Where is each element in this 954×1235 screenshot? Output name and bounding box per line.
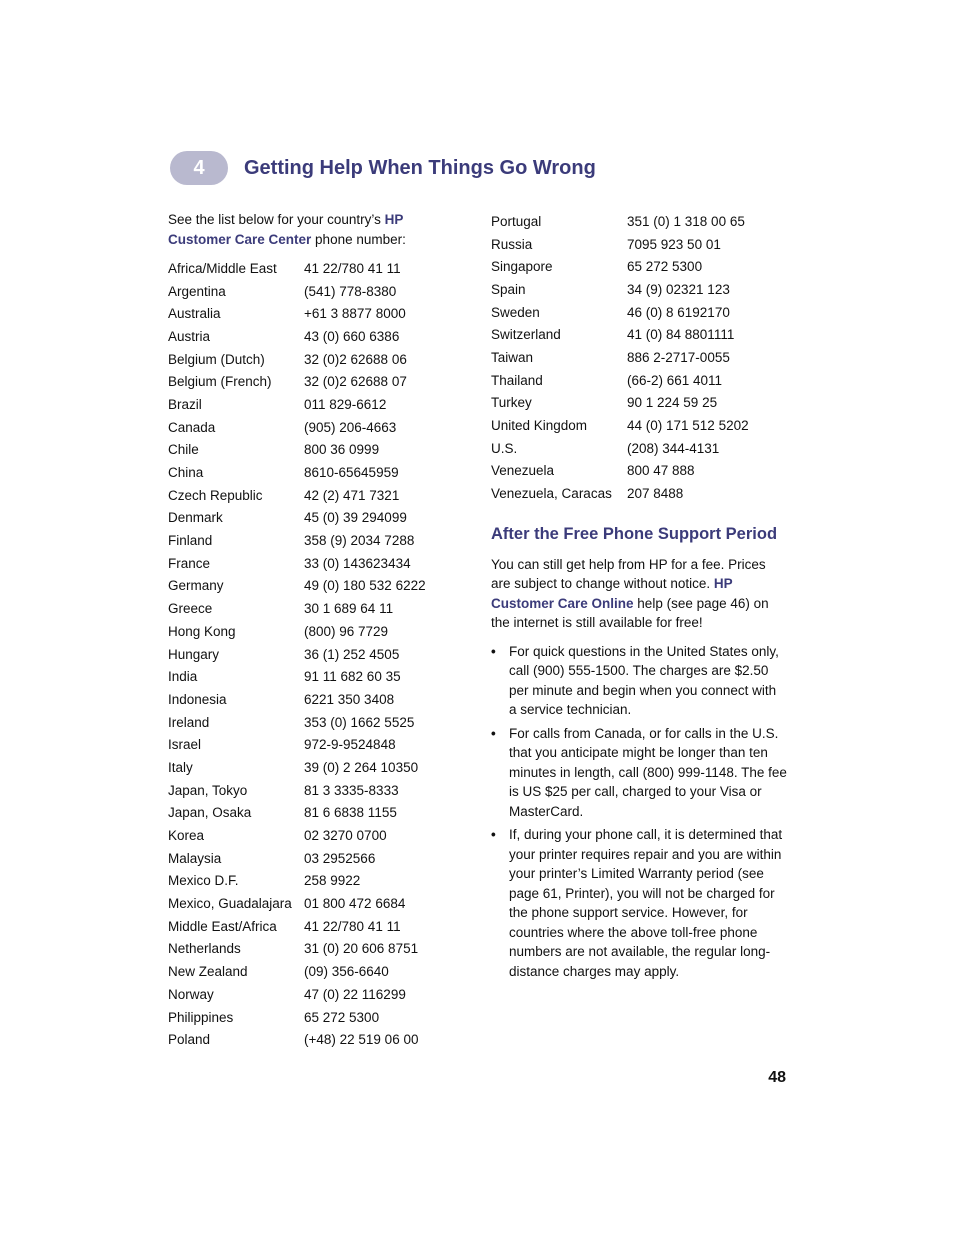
country-name: Switzerland: [491, 327, 561, 343]
phone-number: 91 11 682 60 35: [304, 669, 401, 685]
phone-number: 02 3270 0700: [304, 828, 387, 844]
country-name: India: [168, 669, 198, 685]
phone-row: [168, 1028, 468, 1051]
section-heading: After the Free Phone Support Period: [491, 524, 778, 543]
phone-number: 207 8488: [627, 486, 684, 502]
phone-number: 33 (0) 143623434: [304, 555, 411, 571]
phone-row: [168, 302, 468, 325]
phone-row: [168, 529, 468, 552]
customer-care-online-link[interactable]: HP Customer Care Online: [491, 576, 733, 611]
phone-number: 44 (0) 171 512 5202: [627, 418, 749, 434]
phone-row: [168, 802, 468, 825]
country-name: Argentina: [168, 283, 226, 299]
phone-number: (66-2) 661 4011: [627, 372, 723, 388]
phone-row: [491, 369, 787, 392]
country-name: Mexico D.F.: [168, 873, 239, 889]
phone-row: [168, 938, 468, 961]
phone-row: [491, 210, 787, 233]
country-name: Denmark: [168, 510, 223, 526]
phone-row: [491, 255, 787, 278]
country-name: Australia: [168, 306, 221, 322]
country-name: United Kingdom: [491, 418, 588, 434]
phone-row: [168, 733, 468, 756]
paragraph-text-after: help (see page 46) on the internet is still available for free!: [491, 595, 769, 631]
phone-row: [168, 870, 468, 893]
phone-row: [491, 414, 787, 437]
phone-row: [168, 960, 468, 983]
country-name: Portugal: [491, 213, 542, 229]
phone-row: [168, 348, 468, 371]
phone-number: 351 (0) 1 318 00 65: [627, 213, 745, 229]
country-name: Finland: [168, 533, 213, 549]
phone-row: [168, 665, 468, 688]
phone-number: 65 272 5300: [627, 259, 703, 275]
phone-row: [168, 688, 468, 711]
phone-number: 41 22/780 41 11: [304, 918, 401, 934]
country-name: Africa/Middle East: [168, 260, 277, 276]
phone-number: 31 (0) 20 606 8751: [304, 941, 419, 957]
phone-number: 800 47 888: [627, 463, 695, 479]
country-name: Spain: [491, 281, 526, 297]
phone-number: 39 (0) 2 264 10350: [304, 759, 419, 775]
phone-number: (208) 344-4131: [627, 440, 720, 456]
phone-number: 32 (0)2 62688 07: [304, 374, 407, 390]
phone-number: +61 3 8877 8000: [304, 306, 406, 322]
country-name: Hungary: [168, 646, 220, 662]
phone-number: 46 (0) 8 6192170: [627, 304, 730, 320]
bullet-text: If, during your phone call, it is determined that your printer requires repair and you are within your printer’s Limited Warranty period (see page 61, Printer), you will not be charged for the phone support service. However, for countries where the above toll-free phone numbers are not available, the regular long-distance charges may apply.: [509, 827, 783, 979]
phone-row: [168, 915, 468, 938]
bullet-text: For quick questions in the United States only, call (900) 555-1500. The charges are $2.50 per minute and begin when you connect with a service technician.: [509, 643, 779, 718]
phone-number: 41 22/780 41 11: [304, 260, 401, 276]
country-name: Hong Kong: [168, 623, 236, 639]
intro-paragraph: [168, 210, 468, 249]
bullet-icon: •: [491, 827, 496, 843]
phone-number: 32 (0)2 62688 06: [304, 351, 407, 367]
phone-number: (800) 96 7729: [304, 623, 389, 639]
phone-row: [168, 756, 468, 779]
phone-number: 47 (0) 22 116299: [304, 986, 406, 1002]
phone-row: [168, 779, 468, 802]
country-name: Venezuela: [491, 463, 555, 479]
phone-number: 43 (0) 660 6386: [304, 328, 400, 344]
country-name: Netherlands: [168, 941, 241, 957]
bullet-item: [491, 642, 787, 720]
country-name: Brazil: [168, 396, 202, 412]
country-name: Venezuela, Caracas: [491, 486, 612, 502]
country-name: Philippines: [168, 1009, 234, 1025]
phone-row: [168, 575, 468, 598]
country-name: Israel: [168, 737, 202, 753]
phone-number: 30 1 689 64 11: [304, 601, 394, 617]
phone-row: [491, 346, 787, 369]
phone-number: 42 (2) 471 7321: [304, 487, 400, 503]
phone-row: [168, 439, 468, 462]
phone-row: [168, 597, 468, 620]
country-name: Taiwan: [491, 349, 534, 365]
phone-number: 258 9922: [304, 873, 361, 889]
phone-number: 972-9-9524848: [304, 737, 396, 753]
country-name: Thailand: [491, 372, 543, 388]
country-name: Chile: [168, 442, 199, 458]
country-name: Japan, Osaka: [168, 805, 252, 821]
phone-row: [168, 507, 468, 530]
paragraph-text-before: You can still get help from HP for a fee. Prices are subject to change without notice.: [491, 556, 766, 592]
intro-text-before: See the list below for your country’s: [168, 212, 385, 227]
phone-number: 011 829-6612: [304, 396, 387, 412]
left-column: [168, 210, 468, 1051]
country-name: Middle East/Africa: [168, 918, 277, 934]
customer-care-center-link[interactable]: HP Customer Care Center: [168, 212, 404, 247]
chapter-number-badge: 4: [170, 151, 228, 185]
phone-row: [168, 847, 468, 870]
country-name: Czech Republic: [168, 487, 263, 503]
country-name: Russia: [491, 236, 533, 252]
phone-number: 358 (9) 2034 7288: [304, 533, 415, 549]
phone-row: [168, 983, 468, 1006]
phone-row: [168, 643, 468, 666]
country-name: Greece: [168, 601, 213, 617]
intro-text-after: phone number:: [311, 231, 406, 247]
phone-row: [491, 301, 787, 324]
phone-number: (+48) 22 519 06 00: [304, 1032, 419, 1048]
country-name: Mexico, Guadalajara: [168, 896, 292, 912]
country-name: Belgium (Dutch): [168, 351, 265, 367]
phone-list-left: [168, 257, 468, 1051]
phone-row: [168, 484, 468, 507]
country-name: Norway: [168, 986, 214, 1002]
phone-number: 353 (0) 1662 5525: [304, 714, 415, 730]
country-name: Malaysia: [168, 850, 222, 866]
country-name: Indonesia: [168, 691, 227, 707]
country-name: Sweden: [491, 304, 540, 320]
phone-number: 01 800 472 6684: [304, 896, 406, 912]
section-paragraph: [491, 555, 787, 633]
country-name: Turkey: [491, 395, 532, 411]
phone-list-right: [491, 210, 787, 505]
phone-row: [491, 323, 787, 346]
phone-number: 6221 350 3408: [304, 691, 395, 707]
phone-number: 90 1 224 59 25: [627, 395, 718, 411]
country-name: Japan, Tokyo: [168, 782, 248, 798]
country-name: U.S.: [491, 440, 518, 456]
phone-row: [491, 233, 787, 256]
country-name: Austria: [168, 328, 211, 344]
bullet-item: [491, 825, 787, 981]
bullet-item: [491, 724, 787, 822]
country-name: Germany: [168, 578, 224, 594]
phone-number: (905) 206-4663: [304, 419, 397, 435]
phone-number: 34 (9) 02321 123: [627, 281, 730, 297]
phone-row: [168, 325, 468, 348]
phone-number: 81 3 3335-8333: [304, 782, 399, 798]
phone-row: [491, 437, 787, 460]
phone-number: 800 36 0999: [304, 442, 380, 458]
phone-row: [168, 416, 468, 439]
country-name: New Zealand: [168, 964, 248, 980]
phone-row: [491, 278, 787, 301]
chapter-title: Getting Help When Things Go Wrong: [244, 157, 596, 179]
country-name: Singapore: [491, 259, 553, 275]
phone-row: [168, 461, 468, 484]
phone-number: (541) 778-8380: [304, 283, 397, 299]
phone-number: 41 (0) 84 8801111: [627, 327, 735, 343]
phone-row: [168, 280, 468, 303]
phone-row: [168, 1006, 468, 1029]
country-name: China: [168, 465, 204, 481]
country-name: Ireland: [168, 714, 210, 730]
country-name: Italy: [168, 759, 193, 775]
phone-number: 81 6 6838 1155: [304, 805, 397, 821]
phone-row: [168, 620, 468, 643]
bullet-list: [491, 642, 787, 982]
phone-number: 49 (0) 180 532 6222: [304, 578, 426, 594]
phone-row: [491, 460, 787, 483]
bullet-icon: •: [491, 725, 496, 741]
phone-number: 8610-65645959: [304, 465, 399, 481]
phone-number: 45 (0) 39 294099: [304, 510, 407, 526]
country-name: Poland: [168, 1032, 211, 1048]
phone-number: 7095 923 50 01: [627, 236, 721, 252]
phone-row: [491, 482, 787, 505]
country-name: Korea: [168, 828, 205, 844]
phone-row: [168, 892, 468, 915]
bullet-icon: •: [491, 643, 496, 659]
country-name: France: [168, 555, 211, 571]
country-name: Canada: [168, 419, 216, 435]
right-column: [491, 210, 787, 985]
phone-number: (09) 356-6640: [304, 964, 389, 980]
phone-row: [168, 711, 468, 734]
phone-number: 03 2952566: [304, 850, 376, 866]
bullet-text: For calls from Canada, or for calls in the U.S. that you anticipate might be longer than ten minutes in length, call (800) 999-1148. The fee is US $25 per call, charged to your Visa or MasterCard.: [509, 725, 787, 819]
country-name: Belgium (French): [168, 374, 272, 390]
phone-row: [168, 393, 468, 416]
phone-number: 65 272 5300: [304, 1009, 380, 1025]
phone-row: [168, 552, 468, 575]
phone-row: [168, 257, 468, 280]
phone-number: 886 2-2717-0055: [627, 349, 730, 365]
phone-number: 36 (1) 252 4505: [304, 646, 400, 662]
phone-row: [168, 370, 468, 393]
phone-row: [491, 392, 787, 415]
phone-row: [168, 824, 468, 847]
page-number: 48: [768, 1069, 786, 1086]
